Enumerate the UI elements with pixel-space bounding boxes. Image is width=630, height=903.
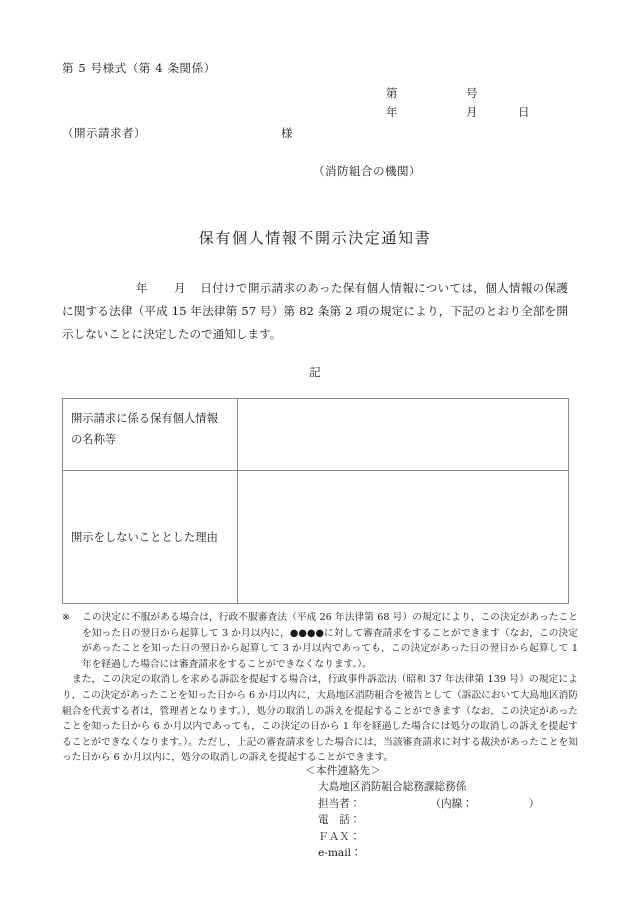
ki-mark: 記	[309, 365, 321, 379]
body-paragraph	[62, 277, 568, 346]
document-sheet	[62, 0, 578, 903]
contact-title: ＜本件連絡先＞	[305, 765, 382, 777]
date-day-label: 日	[518, 105, 530, 119]
note-mark: ※	[62, 612, 71, 623]
addressee-label: （開示請求者）	[62, 126, 146, 140]
table-row-label: 開示をしないこととした理由	[63, 471, 238, 604]
contact-email-label: e-mail：	[318, 847, 362, 860]
contact-person-label: 担当者：	[318, 797, 361, 810]
date-year-label: 年	[386, 105, 398, 119]
contact-fax-label: ＦＡＸ：	[318, 830, 361, 843]
body-text: 日付けで開示請求のあった保有個人情報については，個人情報の保護に関する法律（平成 15 年法律第 57 号）第 82 条第 2 項の規定により，下記のとおり全部を開示しないことに決定したので通知します。	[62, 281, 568, 341]
table-row-value[interactable]	[238, 471, 569, 604]
body-year-label: 年	[136, 281, 148, 295]
serial-suffix-label: 号	[466, 86, 478, 100]
table-row	[63, 399, 569, 471]
footnotes	[62, 610, 578, 766]
contact-block	[305, 763, 539, 861]
footnote-paragraph-2: また，この決定の取消しを求める訴訟を提起する場合は，行政事件訴訟法（昭和 37 年法律第 139 号）の規定により，この決定があったことを知った日から 6 か月以内に，大島地区消防組合を被告として（訴訟において大島地区消防組合を代表する者は，管理者となります。），処分の取消しの訴えを提起することができます（なお，この決定があったことを知った日から 6 か月以内であっても，この決定の日から 1 年を経過した場合には処分の取消しの訴えを提起することができなくなります。）。ただし，上記の審査請求をした場合には，当該審査請求に対する裁決があったことを知った日から 6 か月以内に，処分の取消しの訴えを提起することができます。	[62, 674, 578, 764]
addressee-honorific: 様	[281, 126, 293, 140]
contact-extension-close-label: ）	[528, 797, 540, 810]
contact-extension-open-label: （内線：	[430, 797, 473, 810]
footnote-paragraph-1	[62, 610, 578, 672]
date-month-label: 月	[466, 105, 478, 119]
document-number-block	[386, 84, 566, 122]
document-date-row	[386, 103, 566, 122]
contact-organization: 大島地区消防組合総務課総務係	[318, 781, 467, 794]
page-title: 保有個人情報不開示決定通知書	[198, 229, 432, 247]
form-number: 第 5 号様式（第 4 条関係）	[62, 61, 216, 75]
serial-prefix-label: 第	[386, 86, 398, 100]
table-row-label: 開示請求に係る保有個人情報の名称等	[63, 399, 238, 471]
document-serial-row	[386, 84, 566, 103]
contact-phone-label: 電 話：	[318, 814, 361, 827]
disclosure-table	[62, 398, 569, 604]
issuer-label: （消防組合の機関）	[313, 164, 421, 178]
body-month-label: 月	[174, 281, 186, 295]
table-row	[63, 471, 569, 604]
table-row-value[interactable]	[238, 399, 569, 471]
footnote-1-text: この決定に不服がある場合は，行政不服審査法（平成 26 年法律第 68 号）の規定により，この決定があったことを知った日の翌日から起算して 3 か月以内に，●●●●に対して審査請求をすることができます（なお，この決定があったことを知った日の翌日から起算して 3 か月以内であっても，この決定があった日の翌日から起算して 1 年を経過した場合には審査請求をすることができなくなります。）。	[82, 612, 578, 670]
contact-person-row	[305, 796, 539, 812]
